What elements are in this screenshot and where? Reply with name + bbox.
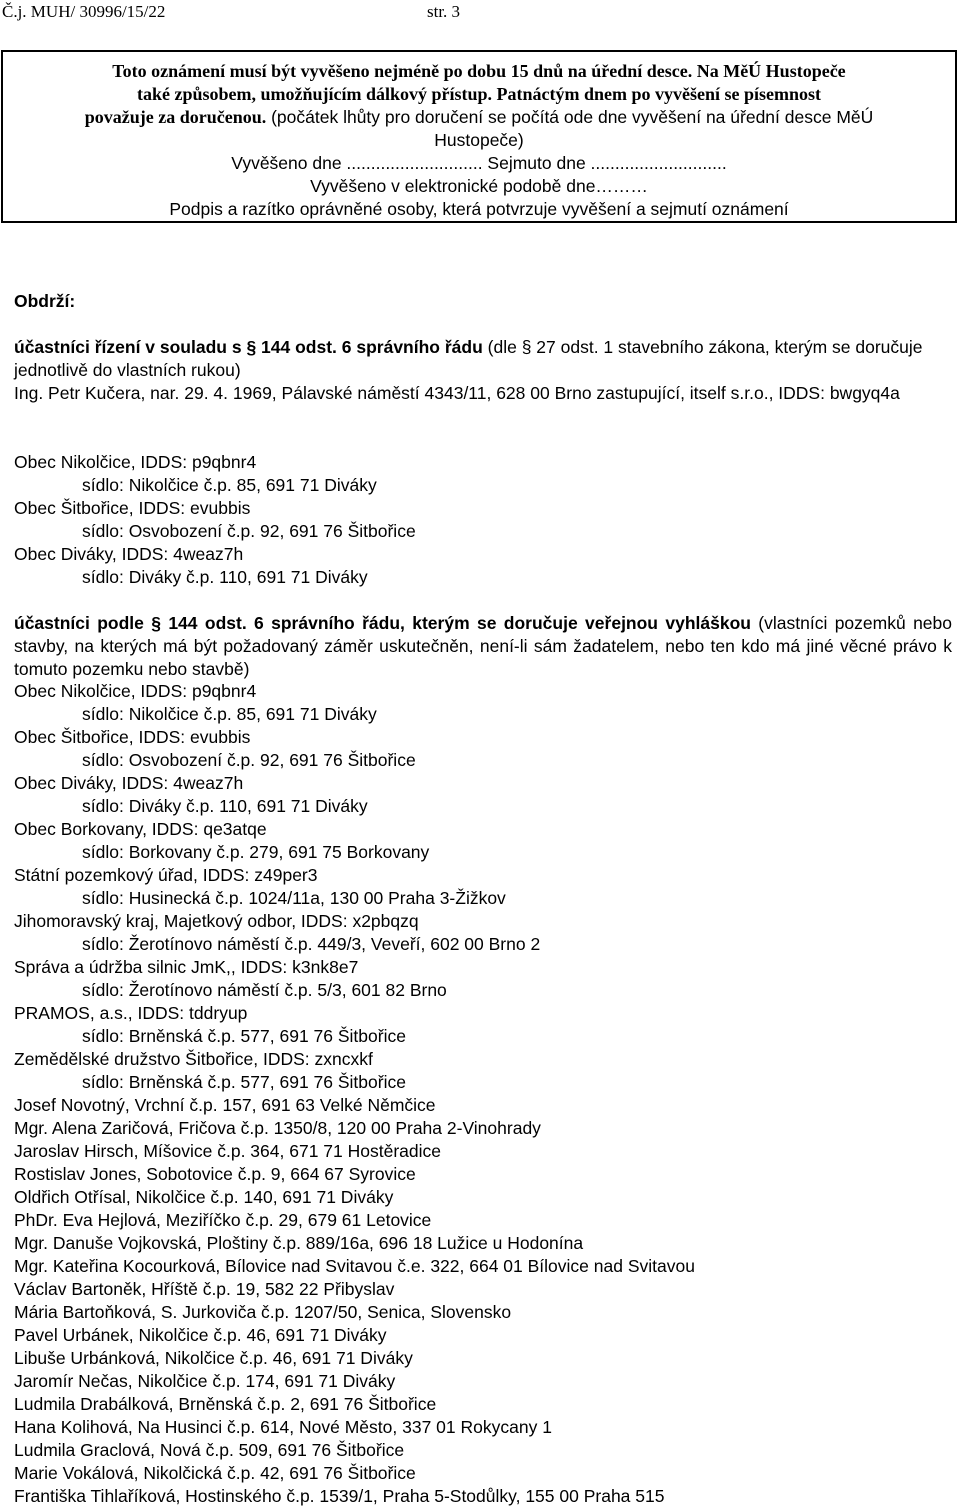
recipient-person: Libuše Urbánková, Nikolčice č.p. 46, 691 71 Diváky (14, 1348, 413, 1368)
recipient-address: sídlo: Nikolčice č.p. 85, 691 71 Diváky (82, 704, 377, 724)
section1-bold-a: účastníci řízení v souladu s (14, 337, 247, 357)
recipient-name: Správa a údržba silnic JmK,, IDDS: k3nk8e7 (14, 957, 359, 977)
page-number: str. 3 (427, 2, 461, 21)
recipient-person: Ludmila Drabálková, Brněnská č.p. 2, 691 76 Šitbořice (14, 1394, 437, 1414)
recipient-person: Pavel Urbánek, Nikolčice č.p. 46, 691 71 Diváky (14, 1325, 387, 1345)
recipient-person: Jaroslav Hirsch, Míšovice č.p. 364, 671 71 Hostěradice (14, 1141, 441, 1161)
section2-recipient-list (14, 680, 954, 1508)
representative-line: Ing. Petr Kučera, nar. 29. 4. 1969, Pálavské náměstí 4343/11, 628 00 Brno zastupující, itself s.r.o., IDDS: bwgyq4a (14, 383, 900, 403)
recipient-name: Obec Šitbořice, IDDS: evubbis (14, 727, 251, 747)
notice-line-1: Toto oznámení musí být vyvěšeno nejméně po dobu 15 dnů na úřední desce. Na MěÚ Hustopeče (112, 61, 846, 81)
section2-bold-b: 144 odst. 6 správního řádu, kterým se doručuje veřejnou vyhláškou (160, 613, 751, 633)
paragraph-sign: § (246, 337, 257, 357)
recipient-person: Mária Bartoňková, S. Jurkoviča č.p. 1207/50, Senica, Slovensko (14, 1302, 512, 1322)
obdrzi-heading: Obdrží: (14, 291, 76, 311)
recipient-person: Mgr. Danuše Vojkovská, Ploštiny č.p. 889/16a, 696 18 Lužice u Hodonína (14, 1233, 584, 1253)
recipient-person: Jaromír Nečas, Nikolčice č.p. 174, 691 71 Diváky (14, 1371, 396, 1391)
section1-text-a: (dle (482, 337, 522, 357)
recipient-address: sídlo: Borkovany č.p. 279, 691 75 Borkovany (82, 842, 430, 862)
recipient-address: sídlo: Nikolčice č.p. 85, 691 71 Diváky (82, 475, 377, 495)
recipient-name: Obec Šitbořice, IDDS: evubbis (14, 498, 251, 518)
recipient-name: PRAMOS, a.s., IDDS: tddryup (14, 1003, 248, 1023)
recipient-name: Obec Diváky, IDDS: 4weaz7h (14, 544, 244, 564)
notice-line-3 (3, 106, 955, 129)
recipient-person: Mgr. Alena Zaričová, Fričova č.p. 1350/8, 120 00 Praha 2-Vinohrady (14, 1118, 541, 1138)
section1-intro (14, 336, 952, 382)
recipient-person: Mgr. Kateřina Kocourková, Bílovice nad Svitavou č.e. 322, 664 01 Bílovice nad Svitavou (14, 1256, 695, 1276)
notice-line-3-text: (počátek lhůty pro doručení se počítá ode dne vyvěšení na úřední desce MěÚ (266, 107, 874, 127)
recipient-name: Obec Borkovany, IDDS: qe3atqe (14, 819, 267, 839)
recipient-person: PhDr. Eva Hejlová, Meziříčko č.p. 29, 679 61 Letovice (14, 1210, 432, 1230)
recipient-address: sídlo: Diváky č.p. 110, 691 71 Diváky (82, 796, 368, 816)
section1-bold-b: 144 odst. 6 správního řádu (256, 337, 483, 357)
recipient-name: Obec Diváky, IDDS: 4weaz7h (14, 773, 244, 793)
recipient-name: Obec Nikolčice, IDDS: p9qbnr4 (14, 452, 257, 472)
recipient-address: sídlo: Osvobození č.p. 92, 691 76 Šitbořice (82, 521, 416, 541)
recipient-person: Marie Vokálová, Nikolčická č.p. 42, 691 76 Šitbořice (14, 1463, 416, 1483)
recipient-name: Zemědělské družstvo Šitbořice, IDDS: zxncxkf (14, 1049, 373, 1069)
recipient-address: sídlo: Diváky č.p. 110, 691 71 Diváky (82, 567, 368, 587)
recipient-address: sídlo: Žerotínovo náměstí č.p. 449/3, Veveří, 602 00 Brno 2 (82, 934, 541, 954)
recipient-address: sídlo: Husinecká č.p. 1024/11a, 130 00 Praha 3-Žižkov (82, 888, 506, 908)
notice-line-2: také způsobem, umožňujícím dálkový přístup. Patnáctým dnem po vyvěšení se písemnost (136, 84, 822, 104)
paragraph-sign-3: § (151, 613, 161, 633)
notice-line-4: Hustopeče) (434, 130, 524, 150)
recipient-name: Jihomoravský kraj, Majetkový odbor, IDDS: x2pbqzq (14, 911, 419, 931)
signature-line: Podpis a razítko oprávněné osoby, která potvrzuje vyvěšení a sejmutí oznámení (169, 199, 789, 219)
section1-text-b: 27 odst. 1 stavebního zákona, kterým se doručuje jednotlivě do vlastních rukou) (14, 337, 923, 380)
notice-box (1, 50, 957, 223)
recipient-person: Václav Bartoněk, Hříště č.p. 19, 582 22 Přibyslav (14, 1279, 395, 1299)
notice-line-3-bold: považuje za doručenou. (84, 107, 267, 127)
electronic-posting-line: Vyvěšeno v elektronické podobě dne……… (310, 176, 648, 196)
section2-text: (vlastníci pozemků nebo stavby, na kterých má být požadovaný záměr uskutečněn, není-li sám žadatelem, nebo ten kdo má jiné věcné právo k tomuto pozemku nebo stavbě) (14, 613, 952, 679)
recipient-person: Františka Tihlaříková, Hostinského č.p. 1539/1, Praha 5-Stodůlky, 155 00 Praha 515 (14, 1486, 665, 1506)
section2-bold-a: účastníci podle (14, 613, 152, 633)
page-header (2, 2, 960, 26)
posting-dates-line: Vyvěšeno dne ............................ Sejmuto dne ............................ (231, 153, 727, 173)
recipient-name: Státní pozemkový úřad, IDDS: z49per3 (14, 865, 318, 885)
recipient-person: Oldřich Otřísal, Nikolčice č.p. 140, 691 71 Diváky (14, 1187, 394, 1207)
recipient-address: sídlo: Osvobození č.p. 92, 691 76 Šitbořice (82, 750, 416, 770)
recipient-address: sídlo: Žerotínovo náměstí č.p. 5/3, 601 82 Brno (82, 980, 447, 1000)
recipient-address: sídlo: Brněnská č.p. 577, 691 76 Šitbořice (82, 1026, 406, 1046)
recipient-person: Ludmila Graclová, Nová č.p. 509, 691 76 Šitbořice (14, 1440, 405, 1460)
paragraph-sign-2: § (521, 337, 532, 357)
reference-number: Č.j. MUH/ 30996/15/22 (2, 2, 166, 21)
recipient-name: Obec Nikolčice, IDDS: p9qbnr4 (14, 681, 257, 701)
recipient-person: Hana Kolihová, Na Husinci č.p. 614, Nové Město, 337 01 Rokycany 1 (14, 1417, 552, 1437)
section1-recipient-list (14, 451, 954, 589)
recipient-person: Josef Novotný, Vrchní č.p. 157, 691 63 Velké Němčice (14, 1095, 436, 1115)
recipient-address: sídlo: Brněnská č.p. 577, 691 76 Šitbořice (82, 1072, 406, 1092)
recipient-person: Rostislav Jones, Sobotovice č.p. 9, 664 67 Syrovice (14, 1164, 416, 1184)
section2-intro (14, 612, 952, 681)
